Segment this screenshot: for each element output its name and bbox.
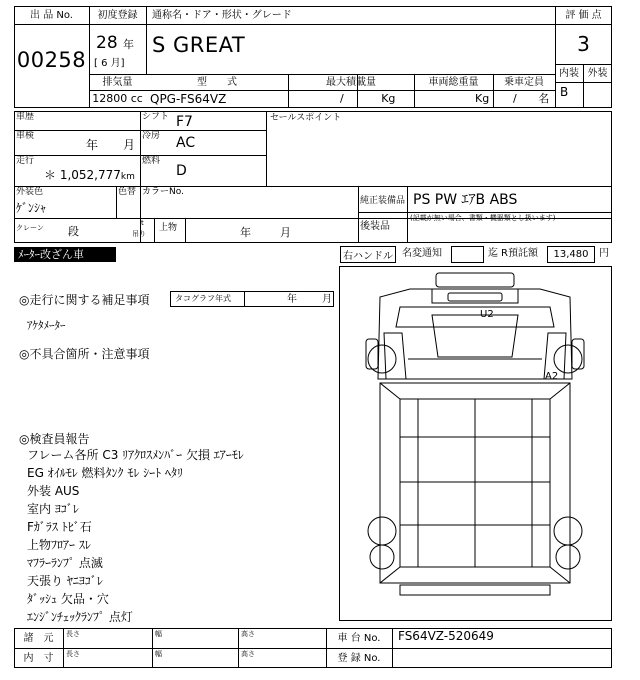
- list-item: 上物ﾌﾛｱｰ ｽﾚ: [27, 538, 91, 552]
- color-change-label: 色替: [118, 187, 137, 197]
- max-load-label: 最大積載量: [326, 76, 376, 88]
- footer-spec-label: 諸 元: [23, 632, 54, 644]
- truck-outline-icon: [340, 267, 611, 620]
- interior-grade: B: [560, 85, 569, 99]
- deadline-label: 迄: [488, 248, 498, 259]
- equip-value: PS PW ｴｱB ABS: [413, 192, 518, 208]
- footer-width-label: 幅: [155, 630, 162, 638]
- lot-number: 00258: [16, 48, 87, 72]
- footer-interior-label: 内 寸: [23, 652, 54, 664]
- crane-stage: 段: [68, 225, 79, 238]
- displacement-label: 排気量: [102, 76, 133, 88]
- gross-weight-label: 車両総重量: [428, 76, 479, 88]
- defect-title: ◎不具合箇所・注意事項: [19, 347, 150, 361]
- model-label: 型 式: [197, 76, 237, 88]
- chassis-number: FS64VZ-520649: [398, 629, 494, 643]
- list-item: ﾀﾞｯｼｭ 欠品・穴: [27, 592, 109, 606]
- history-label: 車歴: [16, 112, 35, 122]
- fuel-value: D: [176, 163, 187, 179]
- exterior-label: 外装: [587, 67, 608, 79]
- mileage-label: 走行: [16, 156, 35, 166]
- sales-point-label: セールスポイント: [270, 113, 342, 123]
- first-reg-month: [ 6 月]: [94, 58, 125, 69]
- score-label: 評 価 点: [565, 9, 602, 21]
- shaken-year: 年: [86, 138, 99, 152]
- name-change-label: 名変通知: [402, 248, 442, 259]
- crane-label: クレーン: [16, 224, 44, 232]
- body-label: 上物: [159, 223, 178, 233]
- list-item: EG ｵｲﾙﾓﾚ 燃料ﾀﾝｸ ﾓﾚ ｼｰﾄ ﾍﾀﾘ: [27, 466, 183, 480]
- color-value: ｹﾞﾝｼｬ: [16, 201, 47, 215]
- mark-u2: U2: [480, 309, 494, 320]
- max-load-value: / Kg: [340, 92, 396, 105]
- body-year: 年: [240, 226, 251, 239]
- list-item: 室内 ﾖｺﾞﾚ: [27, 502, 79, 516]
- mileage-value: ＊ 1,052,777km: [44, 168, 135, 182]
- displacement-value: 12800 cc: [92, 91, 143, 105]
- body-month: 月: [280, 226, 291, 239]
- crane-t: t: [141, 219, 144, 227]
- color-code-label: カラーNo.: [142, 187, 184, 197]
- shift-value: F7: [176, 114, 193, 130]
- inspector-list: [27, 446, 244, 626]
- score-value: 3: [577, 32, 590, 56]
- first-reg-year: 28 年: [96, 33, 135, 53]
- aftermarket-note: (記載が無い場合、書類・機器類とし扱います): [410, 214, 556, 222]
- tacho-label: タコグラフ年式: [175, 294, 231, 303]
- capacity-value: / 名: [513, 92, 550, 105]
- ac-label: 冷房: [142, 131, 161, 141]
- crane-hang: 吊り: [132, 230, 146, 238]
- footer-height-label: 高さ: [241, 630, 255, 638]
- ac-value: AC: [176, 135, 196, 151]
- footer-width-label-2: 幅: [155, 650, 162, 658]
- driving-note: ｱｹﾀﾒｰﾀｰ: [27, 319, 66, 332]
- footer-length-label: 長さ: [66, 630, 80, 638]
- shaken-label: 車検: [16, 131, 35, 141]
- mark-a2: A2: [545, 371, 559, 382]
- interior-label: 内装: [559, 67, 579, 79]
- gross-weight-value: Kg: [475, 92, 490, 105]
- model-value: QPG-FS64VZ: [150, 92, 227, 106]
- meter-tamper-badge: ﾒｰﾀｰ改ざん車: [14, 247, 116, 262]
- equip-label: 純正装備品: [360, 196, 406, 206]
- inspector-title: ◎検査員報告: [19, 432, 90, 446]
- driving-title: ◎走行に関する補足事項: [19, 293, 150, 307]
- list-item: ｴﾝｼﾞﾝﾁｪｯｸﾗﾝﾌﾟ 点灯: [27, 610, 133, 624]
- fuel-label: 燃料: [142, 156, 161, 166]
- list-item: 外装 AUS: [27, 484, 80, 498]
- reg-label: 登 録 No.: [337, 652, 381, 664]
- deposit-value: 13,480: [547, 246, 595, 263]
- lot-label: 出 品 No.: [30, 9, 73, 21]
- list-item: フレーム各所 C3 ﾘｱｸﾛｽﾒﾝﾊﾞｰ 欠損 ｴｱｰﾓﾚ: [27, 448, 244, 462]
- color-label: 外装色: [16, 187, 44, 197]
- footer-height-label-2: 高さ: [241, 650, 255, 658]
- damage-diagram: [339, 266, 612, 621]
- list-item: ﾏﾌﾗｰﾗﾝﾌﾟ 点滅: [27, 556, 103, 570]
- shaken-month: 月: [123, 138, 136, 152]
- deposit-unit: 円: [599, 248, 609, 259]
- handle-box: 右ハンドル: [340, 246, 396, 263]
- capacity-label: 乗車定員: [504, 76, 544, 88]
- tacho-year: 年: [287, 294, 297, 305]
- shift-label: シフト: [142, 112, 170, 122]
- car-name: S GREAT: [152, 33, 246, 57]
- chassis-label: 車 台 No.: [337, 632, 381, 644]
- list-item: Fｶﾞﾗｽ ﾄﾋﾞ石: [27, 520, 92, 534]
- name-label: 通称名・ドア・形状・グレード: [152, 10, 292, 21]
- aftermarket-label: 後装品: [360, 221, 390, 232]
- deposit-label: R預託額: [501, 248, 538, 259]
- first-reg-label: 初度登録: [97, 9, 138, 21]
- list-item: 天張り ﾔﾆﾖｺﾞﾚ: [27, 574, 103, 588]
- name-change-box: [451, 246, 484, 263]
- footer-length-label-2: 長さ: [66, 650, 80, 658]
- tacho-month: 月: [322, 294, 332, 305]
